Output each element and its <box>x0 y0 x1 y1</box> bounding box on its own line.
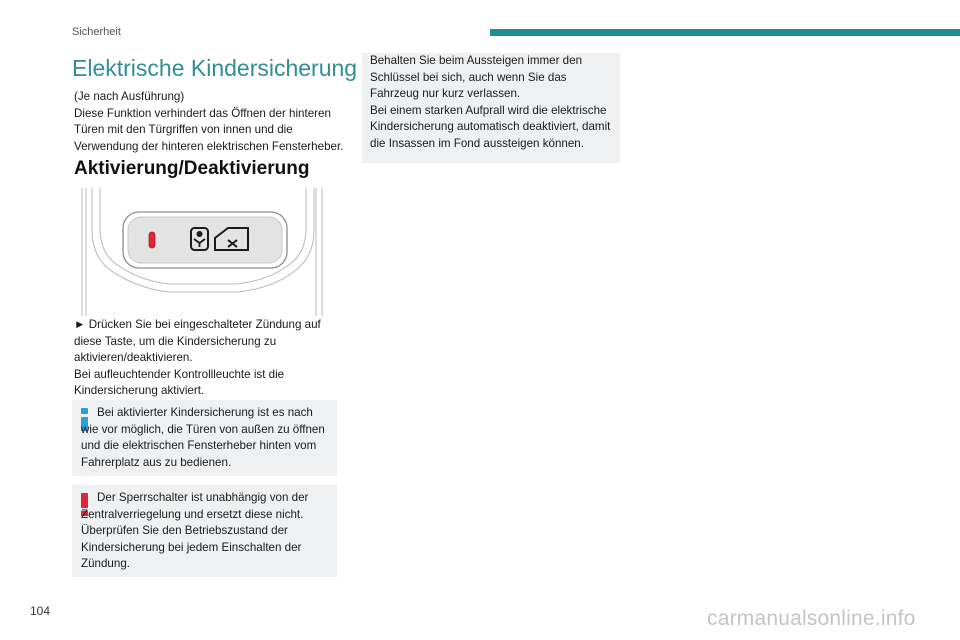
instruction-step <box>74 317 340 367</box>
watermark: carmanualsonline.info <box>707 607 916 630</box>
warning-note-text: Der Sperrschalter ist unabhängig von der Zentralverriegelung und ersetzt diese nicht. Überprüfen Sie den Betriebszustand der Kindersicherung bei jedem Einschalten der Zündung. <box>81 491 309 570</box>
info-note <box>72 400 337 476</box>
indicator-light <box>149 232 155 248</box>
header-accent-bar <box>490 29 960 36</box>
availability-note: (Je nach Ausführung) <box>74 90 185 103</box>
page-number: 104 <box>30 604 51 618</box>
impact-advice-paragraph: Bei einem starken Aufprall wird die elektrische Kindersicherung automatisch deaktiviert, damit die Insassen im Fond aussteigen können. <box>370 103 611 150</box>
intro-text <box>74 89 344 155</box>
page-title: Elektrische Kindersicherung <box>72 55 358 81</box>
section-label: Sicherheit <box>72 26 121 38</box>
child-lock-button-illustration <box>78 188 330 316</box>
key-advice-paragraph: Behalten Sie beim Aussteigen immer den Schlüssel bei sich, auch wenn Sie das Fahrzeug nur kurz verlassen. <box>370 54 583 100</box>
info-note-text: Bei aktivierter Kindersicherung ist es nach wie vor möglich, die Türen von außen zu öffnen und die elektrischen Fensterheber hinten vom Fahrerplatz aus zu bedienen. <box>81 406 325 469</box>
section-heading: Aktivierung/Deaktivierung <box>74 158 310 179</box>
function-description: Diese Funktion verhindert das Öffnen der hinteren Türen mit den Türgriffen von innen und die Verwendung der hinteren elektrischen Fensterheber. <box>74 106 344 153</box>
instruction-result: Bei aufleuchtender Kontrollleuchte ist die Kindersicherung aktiviert. <box>74 367 285 397</box>
instruction-text <box>74 317 340 400</box>
instruction-step-text: Drücken Sie bei eingeschalteter Zündung auf diese Taste, um die Kindersicherung zu aktivieren/deaktivieren. <box>74 318 321 364</box>
bullet-arrow-icon: ► <box>74 318 86 331</box>
warning-note <box>72 485 337 577</box>
key-advice-note <box>362 53 620 163</box>
dashboard-illustration <box>78 188 330 316</box>
key-advice-text <box>370 53 615 152</box>
